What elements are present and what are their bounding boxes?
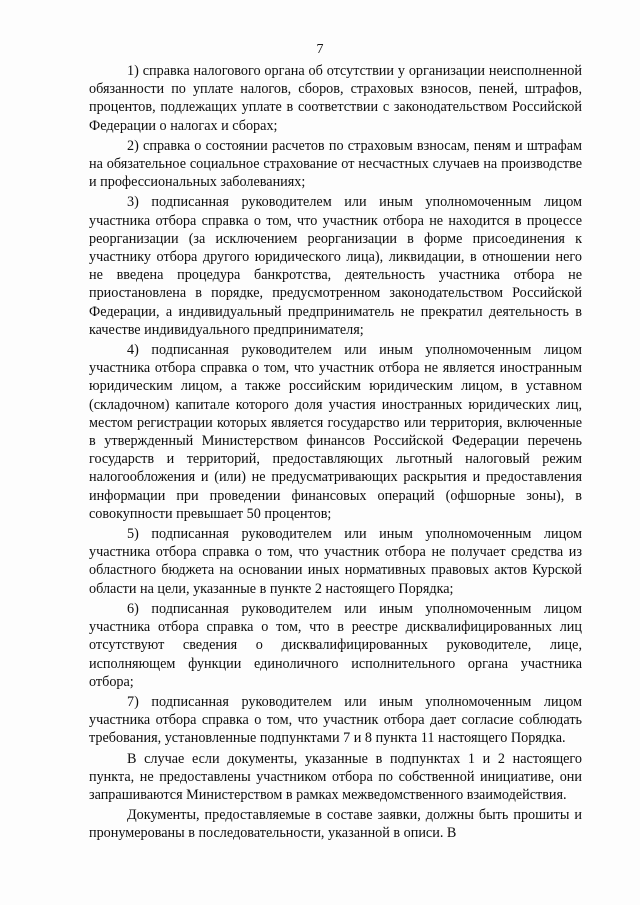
paragraph-document-binding: Документы, предоставляемые в составе заявки, должны быть прошиты и пронумерованы в последовательности, указанной в описи. В <box>89 807 582 842</box>
paragraph-item-4: 4) подписанная руководителем или иным уполномоченным лицом участника отбора справка о том, что участник отбора не является иностранным юридическим лицом, а также российским юридическим лицом, в уставном (складочном) капитале которого доля участия иностранных юридических лиц, местом регистрации которых является государство или территория, включенные в утвержденный Министерством финансов Российской Федерации перечень государств и территорий, предоставляющих льготный налоговый режим налогообложения и (или) не предусматривающих раскрытия и предоставления информации при проведении финансовых операций (офшорные зоны), в совокупности превышает 50 процентов; <box>89 342 582 522</box>
page-number: 7 <box>316 42 324 57</box>
paragraph-item-3: 3) подписанная руководителем или иным уполномоченным лицом участника отбора справка о том, что участник отбора не находится в процессе реорганизации (за исключением реорганизации в форме присоединения к участнику отбора другого юридического лица), ликвидации, в отношении него не введена процедура банкротства, деятельность участника отбора не приостановлена в порядке, предусмотренном законодательством Российской Федерации, а индивидуальный предприниматель не прекратил деятельность в качестве индивидуального предпринимателя; <box>89 194 582 338</box>
paragraph-item-7: 7) подписанная руководителем или иным уполномоченным лицом участника отбора справка о том, что участник отбора дает согласие соблюдать требования, установленные подпунктами 7 и 8 пункта 11 настоящего Порядка. <box>89 693 582 747</box>
document-body <box>89 62 582 845</box>
paragraph-interagency-request: В случае если документы, указанные в подпунктах 1 и 2 настоящего пункта, не предоставлены участником отбора по собственной инициативе, они запрашиваются Министерством в рамках межведомственного взаимодействия. <box>89 750 582 803</box>
paragraph-item-1: 1) справка налогового органа об отсутствии у организации неисполненной обязанности по уплате налогов, сборов, страховых взносов, пеней, штрафов, процентов, подлежащих уплате в соответствии с законодательством Российской Федерации о налогах и сборах; <box>89 63 582 134</box>
paragraph-item-2: 2) справка о состоянии расчетов по страховым взносам, пеням и штрафам на обязательное социальное страхование от несчастных случаев на производстве и профессиональных заболеваниях; <box>89 137 582 191</box>
paragraph-item-6: 6) подписанная руководителем или иным уполномоченным лицом участника отбора справка о том, что в реестре дисквалифицированных лиц отсутствуют сведения о дисквалифицированных руководителе, лице, исполняющем функции единоличного исполнительного органа участника отбора; <box>89 600 582 690</box>
paragraph-item-5: 5) подписанная руководителем или иным уполномоченным лицом участника отбора справка о том, что участник отбора не получает средства из областного бюджета на основании иных нормативных правовых актов Курской области на цели, указанные в пункте 2 настоящего Порядка; <box>89 526 582 597</box>
